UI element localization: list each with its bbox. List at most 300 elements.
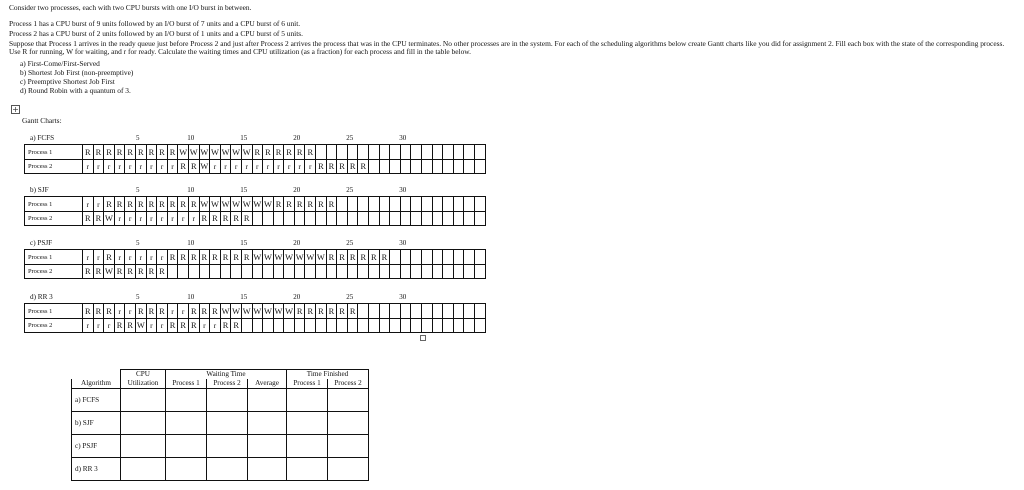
gantt-cell[interactable]: R [147, 264, 158, 279]
table-cell[interactable] [121, 412, 166, 435]
gantt-cell[interactable]: R [253, 145, 264, 160]
plus-icon[interactable]: + [12, 105, 19, 114]
gantt-cell[interactable]: R [295, 145, 306, 160]
gantt-cell[interactable]: W [263, 304, 274, 319]
gantt-cell[interactable]: R [125, 264, 136, 279]
gantt-cell[interactable]: r [125, 304, 136, 319]
gantt-cell[interactable]: R [221, 318, 232, 333]
gantt-cell[interactable]: r [136, 211, 147, 226]
gantt-cell[interactable]: R [295, 304, 306, 319]
gantt-cell[interactable]: R [125, 145, 136, 160]
table-cell[interactable] [287, 412, 328, 435]
gantt-cell[interactable]: r [94, 197, 105, 212]
table-cell[interactable] [328, 389, 369, 412]
gantt-cell[interactable] [305, 264, 316, 279]
gantt-cell[interactable]: W [210, 145, 221, 160]
gantt-cell[interactable]: r [305, 159, 316, 174]
table-cell[interactable] [166, 458, 207, 481]
gantt-cell[interactable]: W [274, 304, 285, 319]
gantt-cell[interactable]: R [83, 264, 94, 279]
gantt-cell[interactable]: W [263, 197, 274, 212]
gantt-cell[interactable]: W [200, 159, 211, 174]
gantt-cell[interactable] [390, 159, 401, 174]
gantt-cell[interactable]: R [157, 304, 168, 319]
gantt-cell[interactable]: r [147, 211, 158, 226]
table-cell[interactable] [207, 435, 248, 458]
gantt-cell[interactable] [464, 197, 475, 212]
gantt-cell[interactable] [433, 318, 444, 333]
gantt-cell[interactable] [348, 264, 359, 279]
gantt-cell[interactable]: R [83, 304, 94, 319]
gantt-cell[interactable] [380, 264, 391, 279]
gantt-cell[interactable] [411, 304, 422, 319]
gantt-cell[interactable]: R [210, 211, 221, 226]
gantt-cell[interactable]: R [115, 197, 126, 212]
gantt-cell[interactable]: R [157, 264, 168, 279]
gantt-cell[interactable] [454, 159, 465, 174]
gantt-cell[interactable]: W [221, 304, 232, 319]
gantt-cell[interactable]: R [147, 145, 158, 160]
gantt-cell[interactable]: r [168, 211, 179, 226]
gantt-cell[interactable] [443, 145, 454, 160]
gantt-cell[interactable] [316, 318, 327, 333]
table-cell[interactable] [328, 412, 369, 435]
gantt-cell[interactable] [231, 264, 242, 279]
gantt-cell[interactable]: W [231, 197, 242, 212]
gantt-cell[interactable] [274, 264, 285, 279]
gantt-cell[interactable]: R [295, 197, 306, 212]
gantt-cell[interactable]: R [200, 250, 211, 265]
gantt-cell[interactable]: r [104, 159, 115, 174]
gantt-cell[interactable]: W [316, 250, 327, 265]
gantt-cell[interactable]: R [348, 304, 359, 319]
gantt-cell[interactable]: r [274, 159, 285, 174]
gantt-cell[interactable]: r [178, 211, 189, 226]
table-cell[interactable] [287, 458, 328, 481]
gantt-cell[interactable] [401, 318, 412, 333]
gantt-cell[interactable] [433, 197, 444, 212]
gantt-cell[interactable] [348, 211, 359, 226]
gantt-cell[interactable]: R [231, 318, 242, 333]
gantt-cell[interactable]: W [104, 264, 115, 279]
gantt-cell[interactable]: W [200, 145, 211, 160]
gantt-cell[interactable] [475, 250, 486, 265]
gantt-cell[interactable] [221, 264, 232, 279]
gantt-cell[interactable]: R [189, 304, 200, 319]
table-cell[interactable] [207, 412, 248, 435]
gantt-cell[interactable]: R [94, 304, 105, 319]
gantt-cell[interactable]: r [242, 159, 253, 174]
gantt-cell[interactable] [210, 264, 221, 279]
gantt-cell[interactable] [305, 211, 316, 226]
gantt-cell[interactable]: r [125, 159, 136, 174]
gantt-cell[interactable]: R [83, 211, 94, 226]
gantt-cell[interactable]: r [157, 159, 168, 174]
gantt-cell[interactable] [305, 318, 316, 333]
gantt-cell[interactable]: r [210, 318, 221, 333]
gantt-cell[interactable]: R [337, 250, 348, 265]
gantt-cell[interactable]: W [242, 197, 253, 212]
gantt-cell[interactable] [295, 264, 306, 279]
gantt-cell[interactable]: R [263, 145, 274, 160]
table-cell[interactable] [207, 458, 248, 481]
gantt-cell[interactable]: R [147, 304, 158, 319]
gantt-cell[interactable] [390, 145, 401, 160]
gantt-cell[interactable]: r [189, 211, 200, 226]
gantt-cell[interactable] [242, 264, 253, 279]
gantt-cell[interactable] [274, 211, 285, 226]
gantt-cell[interactable] [454, 250, 465, 265]
gantt-cell[interactable] [337, 264, 348, 279]
gantt-cell[interactable]: R [274, 145, 285, 160]
gantt-cell[interactable]: R [136, 304, 147, 319]
gantt-cell[interactable]: r [157, 318, 168, 333]
gantt-cell[interactable] [369, 264, 380, 279]
gantt-cell[interactable]: R [157, 197, 168, 212]
gantt-cell[interactable] [327, 211, 338, 226]
gantt-cell[interactable]: R [104, 197, 115, 212]
gantt-cell[interactable] [178, 264, 189, 279]
gantt-cell[interactable]: R [200, 211, 211, 226]
gantt-cell[interactable]: W [242, 145, 253, 160]
gantt-cell[interactable] [284, 211, 295, 226]
gantt-cell[interactable]: W [253, 250, 264, 265]
gantt-cell[interactable] [390, 211, 401, 226]
gantt-cell[interactable] [454, 145, 465, 160]
gantt-cell[interactable] [369, 197, 380, 212]
gantt-cell[interactable] [295, 211, 306, 226]
gantt-cell[interactable] [295, 318, 306, 333]
table-cell[interactable] [121, 435, 166, 458]
gantt-cell[interactable] [443, 304, 454, 319]
gantt-cell[interactable]: R [178, 197, 189, 212]
gantt-cell[interactable]: R [200, 304, 211, 319]
gantt-cell[interactable] [253, 318, 264, 333]
gantt-cell[interactable] [337, 197, 348, 212]
gantt-cell[interactable] [411, 211, 422, 226]
gantt-cell[interactable] [422, 211, 433, 226]
table-cell[interactable] [121, 458, 166, 481]
gantt-cell[interactable] [401, 145, 412, 160]
gantt-cell[interactable]: r [125, 250, 136, 265]
gantt-cell[interactable] [390, 250, 401, 265]
gantt-cell[interactable]: R [316, 304, 327, 319]
gantt-cell[interactable]: R [168, 250, 179, 265]
gantt-cell[interactable] [380, 145, 391, 160]
gantt-cell[interactable] [433, 211, 444, 226]
gantt-cell[interactable] [263, 211, 274, 226]
gantt-cell[interactable]: R [305, 197, 316, 212]
gantt-cell[interactable] [284, 264, 295, 279]
gantt-cell[interactable]: R [327, 304, 338, 319]
gantt-cell[interactable] [337, 211, 348, 226]
gantt-cell[interactable] [274, 318, 285, 333]
gantt-cell[interactable]: r [168, 159, 179, 174]
gantt-cell[interactable] [316, 145, 327, 160]
gantt-cell[interactable] [433, 250, 444, 265]
gantt-cell[interactable] [327, 264, 338, 279]
gantt-cell[interactable]: r [253, 159, 264, 174]
gantt-cell[interactable]: W [136, 318, 147, 333]
gantt-cell[interactable] [348, 197, 359, 212]
text-box-handle[interactable] [420, 335, 426, 341]
table-cell[interactable] [248, 412, 287, 435]
gantt-cell[interactable]: r [94, 318, 105, 333]
gantt-cell[interactable] [263, 318, 274, 333]
gantt-cell[interactable]: W [305, 250, 316, 265]
gantt-cell[interactable]: r [94, 159, 105, 174]
table-cell[interactable] [248, 389, 287, 412]
gantt-cell[interactable]: R [380, 250, 391, 265]
gantt-cell[interactable]: W [221, 145, 232, 160]
gantt-cell[interactable]: R [115, 145, 126, 160]
gantt-cell[interactable]: R [337, 159, 348, 174]
gantt-cell[interactable] [422, 318, 433, 333]
gantt-cell[interactable]: R [231, 211, 242, 226]
gantt-cell[interactable] [348, 145, 359, 160]
gantt-cell[interactable] [475, 304, 486, 319]
gantt-cell[interactable]: W [189, 145, 200, 160]
gantt-cell[interactable]: r [83, 250, 94, 265]
gantt-cell[interactable]: R [305, 145, 316, 160]
gantt-cell[interactable]: R [221, 250, 232, 265]
gantt-cell[interactable]: R [274, 197, 285, 212]
gantt-cell[interactable] [475, 159, 486, 174]
gantt-cell[interactable]: R [189, 197, 200, 212]
gantt-cell[interactable]: R [104, 250, 115, 265]
gantt-cell[interactable] [443, 197, 454, 212]
gantt-cell[interactable] [411, 159, 422, 174]
gantt-cell[interactable] [454, 264, 465, 279]
gantt-cell[interactable]: W [221, 197, 232, 212]
gantt-cell[interactable]: r [104, 318, 115, 333]
gantt-cell[interactable]: r [83, 197, 94, 212]
gantt-cell[interactable]: r [147, 159, 158, 174]
gantt-cell[interactable] [380, 159, 391, 174]
gantt-cell[interactable]: R [136, 264, 147, 279]
gantt-cell[interactable] [390, 197, 401, 212]
table-cell[interactable] [166, 435, 207, 458]
gantt-cell[interactable]: W [104, 211, 115, 226]
gantt-cell[interactable]: R [189, 159, 200, 174]
gantt-cell[interactable]: W [200, 197, 211, 212]
gantt-cell[interactable] [464, 264, 475, 279]
gantt-cell[interactable]: R [327, 197, 338, 212]
gantt-cell[interactable]: r [147, 318, 158, 333]
gantt-cell[interactable]: r [221, 159, 232, 174]
gantt-cell[interactable] [358, 264, 369, 279]
gantt-cell[interactable]: r [157, 250, 168, 265]
gantt-cell[interactable] [433, 264, 444, 279]
gantt-cell[interactable] [242, 318, 253, 333]
gantt-cell[interactable] [401, 159, 412, 174]
gantt-cell[interactable] [358, 304, 369, 319]
gantt-cell[interactable] [369, 304, 380, 319]
gantt-cell[interactable] [475, 318, 486, 333]
gantt-cell[interactable] [464, 250, 475, 265]
gantt-cell[interactable] [369, 145, 380, 160]
gantt-cell[interactable] [316, 211, 327, 226]
gantt-cell[interactable] [390, 264, 401, 279]
table-cell[interactable] [287, 435, 328, 458]
gantt-cell[interactable] [380, 304, 391, 319]
gantt-cell[interactable]: r [83, 159, 94, 174]
gantt-cell[interactable]: r [115, 159, 126, 174]
gantt-cell[interactable] [337, 145, 348, 160]
table-cell[interactable] [166, 389, 207, 412]
gantt-cell[interactable] [200, 264, 211, 279]
gantt-cell[interactable] [411, 250, 422, 265]
gantt-cell[interactable]: r [94, 250, 105, 265]
gantt-cell[interactable] [464, 211, 475, 226]
gantt-cell[interactable] [411, 145, 422, 160]
gantt-cell[interactable]: R [337, 304, 348, 319]
gantt-cell[interactable] [454, 211, 465, 226]
gantt-cell[interactable]: r [168, 304, 179, 319]
gantt-cell[interactable]: R [168, 197, 179, 212]
gantt-cell[interactable]: r [284, 159, 295, 174]
gantt-cell[interactable] [454, 318, 465, 333]
gantt-cell[interactable]: W [242, 304, 253, 319]
gantt-cell[interactable]: R [284, 197, 295, 212]
gantt-cell[interactable] [443, 264, 454, 279]
gantt-cell[interactable]: R [327, 159, 338, 174]
gantt-cell[interactable] [454, 304, 465, 319]
gantt-cell[interactable]: W [295, 250, 306, 265]
gantt-cell[interactable]: r [136, 250, 147, 265]
gantt-cell[interactable]: R [210, 250, 221, 265]
gantt-cell[interactable]: R [316, 197, 327, 212]
gantt-cell[interactable] [422, 250, 433, 265]
gantt-cell[interactable]: R [178, 159, 189, 174]
gantt-cell[interactable]: r [263, 159, 274, 174]
gantt-cell[interactable] [401, 250, 412, 265]
gantt-cell[interactable] [464, 304, 475, 319]
gantt-cell[interactable]: r [295, 159, 306, 174]
gantt-cell[interactable]: R [168, 145, 179, 160]
gantt-cell[interactable] [380, 318, 391, 333]
gantt-cell[interactable] [348, 318, 359, 333]
gantt-cell[interactable] [422, 145, 433, 160]
gantt-cell[interactable]: r [115, 304, 126, 319]
gantt-cell[interactable] [369, 211, 380, 226]
gantt-cell[interactable] [327, 145, 338, 160]
table-cell[interactable] [248, 458, 287, 481]
gantt-cell[interactable] [337, 318, 348, 333]
gantt-cell[interactable]: R [136, 197, 147, 212]
gantt-cell[interactable] [401, 197, 412, 212]
gantt-cell[interactable] [411, 318, 422, 333]
gantt-cell[interactable]: R [348, 159, 359, 174]
gantt-cell[interactable]: r [115, 250, 126, 265]
gantt-cell[interactable]: W [253, 304, 264, 319]
table-cell[interactable] [207, 389, 248, 412]
gantt-cell[interactable]: r [125, 211, 136, 226]
gantt-cell[interactable] [358, 145, 369, 160]
gantt-cell[interactable]: W [284, 304, 295, 319]
gantt-cell[interactable]: R [348, 250, 359, 265]
gantt-cell[interactable]: r [178, 304, 189, 319]
gantt-cell[interactable] [454, 197, 465, 212]
gantt-cell[interactable]: W [178, 145, 189, 160]
gantt-cell[interactable] [390, 318, 401, 333]
gantt-cell[interactable]: r [210, 159, 221, 174]
gantt-cell[interactable]: R [83, 145, 94, 160]
gantt-cell[interactable]: r [115, 211, 126, 226]
gantt-cell[interactable]: R [94, 264, 105, 279]
gantt-cell[interactable] [422, 304, 433, 319]
gantt-cell[interactable] [433, 304, 444, 319]
gantt-cell[interactable]: r [200, 318, 211, 333]
gantt-cell[interactable]: R [242, 211, 253, 226]
gantt-cell[interactable]: R [147, 197, 158, 212]
table-cell[interactable] [121, 389, 166, 412]
gantt-cell[interactable] [464, 159, 475, 174]
gantt-cell[interactable]: R [125, 197, 136, 212]
gantt-cell[interactable] [475, 197, 486, 212]
gantt-cell[interactable] [168, 264, 179, 279]
gantt-cell[interactable]: R [305, 304, 316, 319]
gantt-cell[interactable] [475, 264, 486, 279]
gantt-cell[interactable] [422, 197, 433, 212]
gantt-cell[interactable]: R [369, 250, 380, 265]
gantt-cell[interactable]: W [263, 250, 274, 265]
gantt-cell[interactable]: r [136, 159, 147, 174]
gantt-cell[interactable] [401, 211, 412, 226]
gantt-cell[interactable] [369, 159, 380, 174]
gantt-cell[interactable] [401, 304, 412, 319]
gantt-cell[interactable]: W [274, 250, 285, 265]
gantt-cell[interactable] [443, 159, 454, 174]
gantt-cell[interactable]: R [210, 304, 221, 319]
gantt-cell[interactable] [316, 264, 327, 279]
gantt-cell[interactable] [284, 318, 295, 333]
gantt-cell[interactable]: r [147, 250, 158, 265]
gantt-cell[interactable]: R [327, 250, 338, 265]
gantt-cell[interactable]: R [178, 318, 189, 333]
gantt-cell[interactable]: R [94, 211, 105, 226]
gantt-cell[interactable]: R [221, 211, 232, 226]
gantt-cell[interactable] [358, 318, 369, 333]
gantt-cell[interactable]: R [358, 250, 369, 265]
gantt-cell[interactable] [411, 197, 422, 212]
gantt-cell[interactable]: W [231, 304, 242, 319]
gantt-cell[interactable]: R [242, 250, 253, 265]
gantt-cell[interactable]: R [125, 318, 136, 333]
gantt-cell[interactable] [422, 159, 433, 174]
gantt-cell[interactable] [253, 264, 264, 279]
gantt-cell[interactable] [443, 211, 454, 226]
gantt-cell[interactable] [411, 264, 422, 279]
gantt-cell[interactable] [443, 250, 454, 265]
gantt-cell[interactable] [380, 197, 391, 212]
gantt-cell[interactable]: W [210, 197, 221, 212]
gantt-cell[interactable] [401, 264, 412, 279]
gantt-cell[interactable] [390, 304, 401, 319]
gantt-cell[interactable]: R [178, 250, 189, 265]
gantt-cell[interactable] [475, 145, 486, 160]
gantt-cell[interactable] [422, 264, 433, 279]
gantt-cell[interactable]: W [231, 145, 242, 160]
table-cell[interactable] [328, 435, 369, 458]
table-cell[interactable] [248, 435, 287, 458]
gantt-cell[interactable] [475, 211, 486, 226]
gantt-cell[interactable] [369, 318, 380, 333]
gantt-cell[interactable]: R [168, 318, 179, 333]
gantt-cell[interactable] [253, 211, 264, 226]
table-cell[interactable] [166, 412, 207, 435]
gantt-cell[interactable]: R [316, 159, 327, 174]
